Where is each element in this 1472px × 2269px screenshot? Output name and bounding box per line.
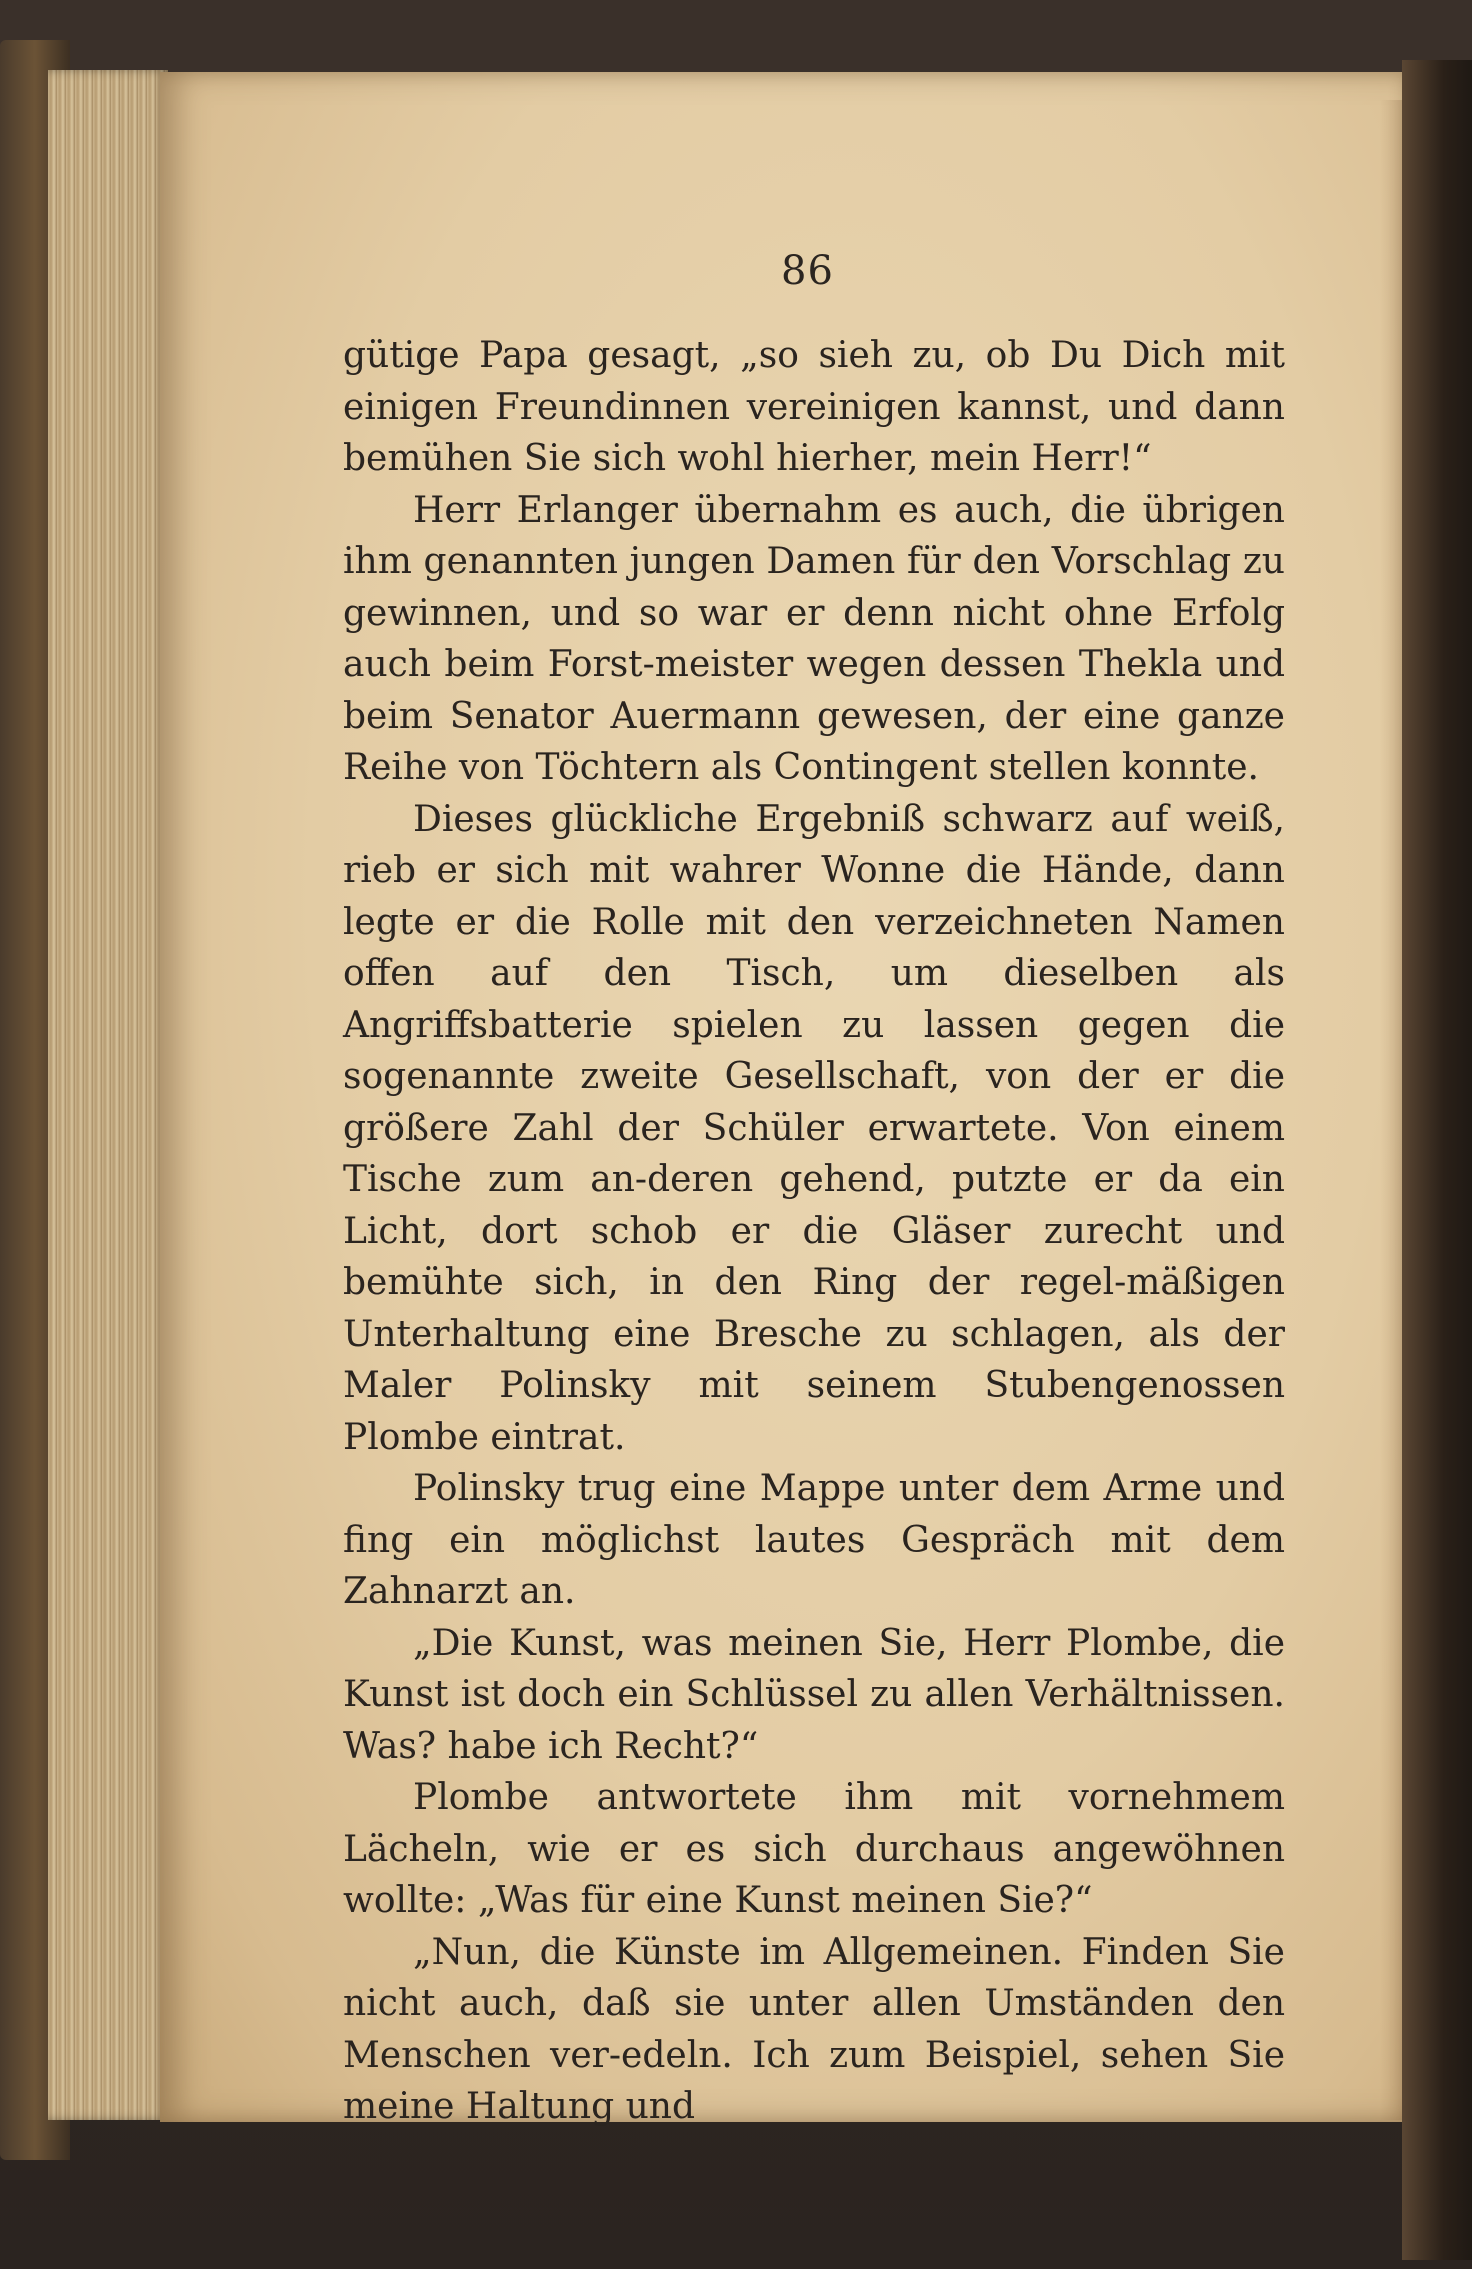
book-spine — [1402, 60, 1472, 2260]
paragraph: gütige Papa gesagt, „so sieh zu, ob Du Dich mit einigen Freundinnen vereinigen kannst, und dann bemühen Sie sich wohl hierher, mein Herr!“ — [343, 335, 1285, 479]
paragraph: Polinsky trug eine Mappe unter dem Arme und fing ein möglichst lautes Gespräch mit dem Zahnarzt an. — [343, 1468, 1285, 1612]
body-text — [343, 330, 1285, 2127]
page-number: 86 — [781, 248, 834, 294]
paragraph: Plombe antwortete ihm mit vornehmem Lächeln, wie er es sich durchaus angewöhnen wollte: „Was für eine Kunst meinen Sie?“ — [343, 1777, 1285, 1921]
paragraph: „Die Kunst, was meinen Sie, Herr Plombe, die Kunst ist doch ein Schlüssel zu allen Verhältnissen. Was? habe ich Recht?“ — [343, 1622, 1285, 1767]
page-edges — [48, 70, 168, 2120]
paragraph: Herr Erlanger übernahm es auch, die übrigen ihm genannten jungen Damen für den Vorschlag zu gewinnen, und so war er denn nicht ohne Erfolg auch beim Forst-meister wegen dessen Thekla und beim Senator Auermann gewesen, der eine ganze Reihe von Töchtern als Contingent stellen konnte. — [343, 489, 1285, 788]
paragraph: „Nun, die Künste im Allgemeinen. Finden Sie nicht auch, daß sie unter allen Umständen den Menschen ver-edeln. Ich zum Beispiel, sehen Sie meine Haltung und — [343, 1931, 1285, 2127]
paragraph: Dieses glückliche Ergebniß schwarz auf weiß, rieb er sich mit wahrer Wonne die Hände, dann legte er die Rolle mit den verzeichneten Namen offen auf den Tisch, um dieselben als Angriffsbatterie spielen zu lassen gegen die sogenannte zweite Gesellschaft, von der er die größere Zahl der Schüler erwartete. Von einem Tische zum an-deren gehend, putzte er da ein Licht, dort schob er die Gläser zurecht und bemühte sich, in den Ring der regel-mäßigen Unterhaltung eine Bresche zu schlagen, als der Maler Polinsky mit seinem Stubengenossen Plombe eintrat. — [343, 798, 1285, 1458]
